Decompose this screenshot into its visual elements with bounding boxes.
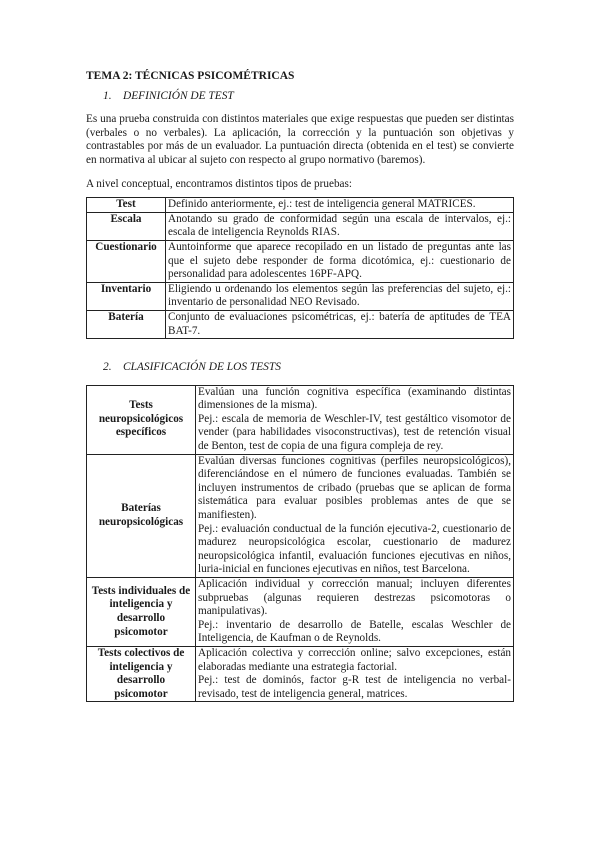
row-term: Baterías neuropsicológicas bbox=[87, 454, 196, 577]
test-types-intro: A nivel conceptual, encontramos distintos tipos de pruebas: bbox=[86, 177, 352, 190]
row-example-line: Pej.: inventario de desarrollo de Batelle, escalas Weschler de Inteligencia, de Kaufman o de Reynolds. bbox=[198, 618, 511, 645]
section-1-heading bbox=[103, 90, 514, 104]
table-row bbox=[87, 310, 514, 338]
row-description bbox=[196, 385, 514, 454]
row-term: Tests colectivos de inteligencia y desarrollo psicomotor bbox=[87, 646, 196, 701]
table-row bbox=[87, 282, 514, 310]
row-description-line: Aplicación colectiva y corrección online; salvo excepciones, están elaboradas mediante una estrategia factorial. bbox=[198, 646, 511, 673]
row-description bbox=[196, 578, 514, 647]
row-description-line: Aplicación individual y corrección manual; incluyen diferentes subpruebas (algunas requieren destrezas psicomotoras o manipulativas). bbox=[198, 578, 511, 618]
document-page bbox=[86, 70, 514, 702]
section-2-number: 2. bbox=[103, 361, 112, 374]
section-2-heading bbox=[103, 361, 514, 375]
row-description bbox=[196, 646, 514, 701]
section-1-number: 1. bbox=[103, 89, 112, 102]
document-title: TEMA 2: TÉCNICAS PSICOMÉTRICAS bbox=[86, 70, 295, 82]
row-example-line: Pej.: test de dominós, factor g-R test de inteligencia no verbal-revisado, test de inteligencia general, matrices. bbox=[198, 674, 511, 700]
definition-paragraph: Es una prueba construida con distintos materiales que exige respuestas que pueden ser distintas (verbales o no verbales). La aplicación, la corrección y la puntuación son objetivas y contrastables por más de un evaluador. La puntuación directa (obtenida en el test) se convierte en normativa al ubicar al sujeto con respecto al grupo normativo (baremos). bbox=[86, 113, 514, 166]
row-term: Inventario bbox=[87, 282, 166, 310]
section-2-title: CLASIFICACIÓN DE LOS TESTS bbox=[123, 361, 281, 374]
row-term: Batería bbox=[87, 310, 166, 338]
row-term: Tests individuales de inteligencia y desarrollo psicomotor bbox=[87, 578, 196, 647]
test-types-table bbox=[86, 197, 514, 339]
table-row bbox=[87, 454, 514, 577]
section-1-title: DEFINICIÓN DE TEST bbox=[123, 89, 234, 102]
row-example-line: Pej.: escala de memoria de Weschler-IV, test gestáltico visomotor de vender (para habilidades visoconstructivas), test de retención visual de Benton, test de copia de una figura compleja de rey. bbox=[198, 412, 511, 453]
row-description-line: Evalúan una función cognitiva específica (examinando distintas dimensiones de la misma). bbox=[198, 385, 511, 412]
row-description: Eligiendo u ordenando los elementos según las preferencias del sujeto, ej.: inventario de personalidad NEO Revisado. bbox=[166, 282, 514, 310]
row-description-line: Evalúan diversas funciones cognitivas (perfiles neuropsicológicos), diferenciándose en el número de funciones evaluadas. También se incluyen instrumentos de cribado (pruebas que se aplican de forma sistemática para evaluar posibles problemas antes de que se manifiesten). bbox=[198, 454, 511, 522]
row-term: Cuestionario bbox=[87, 240, 166, 282]
table-row bbox=[87, 240, 514, 282]
row-description: Auntoinforme que aparece recopilado en un listado de preguntas ante las que el sujeto debe responder de forma dicotómica, ej.: cuestionario de personalidad para adolescentes 16PF-APQ. bbox=[166, 240, 514, 282]
table-row bbox=[87, 385, 514, 454]
table-row bbox=[87, 198, 514, 213]
row-term: Escala bbox=[87, 212, 166, 240]
row-description bbox=[196, 454, 514, 577]
row-term: Tests neuropsicológicos específicos bbox=[87, 385, 196, 454]
row-description: Anotando su grado de conformidad según una escala de intervalos, ej.: escala de inteligencia Reynolds RIAS. bbox=[166, 212, 514, 240]
table-row bbox=[87, 578, 514, 647]
spacer bbox=[86, 339, 514, 361]
row-example-line: Pej.: evaluación conductual de la función ejecutiva-2, cuestionario de madurez neuropsicológica escolar, cuestionario de madurez neuropsicológica infantil, evaluación funciones ejecutivas en niños, luria-inicial en funciones ejecutivas en niños, test Barcelona. bbox=[198, 522, 511, 576]
table-row bbox=[87, 646, 514, 701]
row-description: Definido anteriormente, ej.: test de inteligencia general MATRICES. bbox=[166, 198, 514, 213]
row-description: Conjunto de evaluaciones psicométricas, ej.: batería de aptitudes de TEA BAT-7. bbox=[166, 310, 514, 338]
table-row bbox=[87, 212, 514, 240]
row-term: Test bbox=[87, 198, 166, 213]
test-classification-table bbox=[86, 385, 514, 703]
